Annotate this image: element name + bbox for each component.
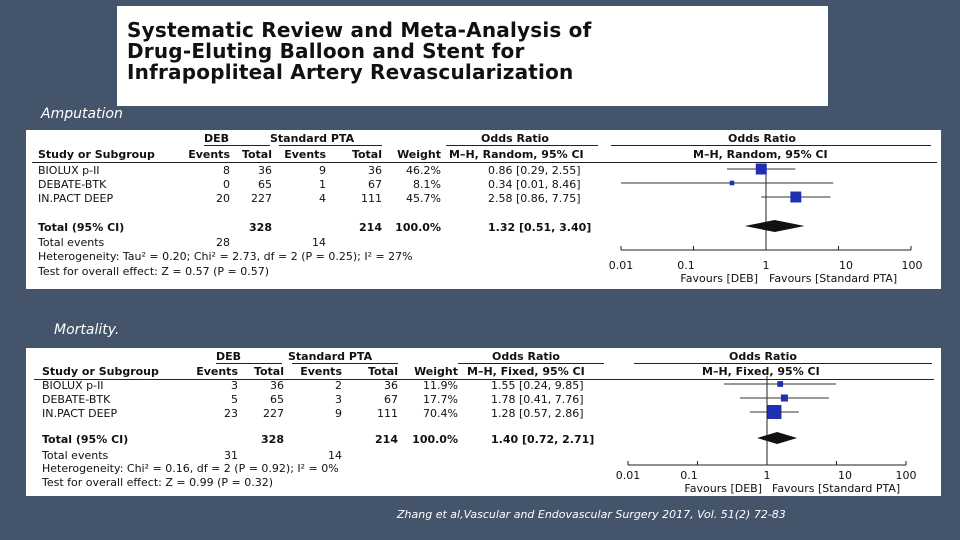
favours-left: Favours [DEB]: [684, 482, 762, 495]
total-2: 36: [384, 379, 398, 392]
col-events-2: Events: [300, 365, 342, 378]
events-1: 3: [231, 379, 238, 392]
study-name: BIOLUX p-II: [38, 164, 100, 177]
total-1: 227: [251, 192, 272, 205]
total-1: 227: [263, 407, 284, 420]
title-line-3: Infrapopliteal Artery Revascularization: [127, 60, 574, 84]
weight: 11.9%: [423, 379, 458, 392]
pooled-diamond: [757, 432, 797, 444]
events-sum-1: 28: [216, 236, 230, 249]
total-weight: 100.0%: [412, 433, 458, 446]
weight: 46.2%: [406, 164, 441, 177]
col-total-1: Total: [241, 148, 272, 161]
col-or-plot-method: M–H, Random, 95% CI: [693, 148, 828, 161]
axis-tick-label: 10: [838, 469, 852, 482]
favours-left: Favours [DEB]: [680, 272, 758, 285]
total-2: 67: [368, 178, 382, 191]
citation: Zhang et al,Vascular and Endovascular Surgery 2017, Vol. 51(2) 72-83: [397, 508, 786, 521]
group2-header: Standard PTA: [270, 132, 355, 145]
study-marker: [730, 181, 735, 186]
axis-tick-label: 1: [762, 259, 770, 272]
axis-tick-label: 10: [839, 259, 853, 272]
total-label: Total (95% CI): [38, 221, 125, 234]
events-1: 5: [231, 393, 238, 406]
events-1: 8: [223, 164, 230, 177]
events-2: 9: [319, 164, 326, 177]
odds-ratio-ci: 1.28 [0.57, 2.86]: [491, 407, 584, 420]
study-marker: [756, 164, 767, 175]
total-1: 36: [258, 164, 272, 177]
total-weight: 100.0%: [395, 221, 441, 234]
total-label: Total (95% CI): [42, 433, 129, 446]
axis-tick-label: 100: [901, 259, 923, 272]
study-marker: [777, 381, 783, 387]
total-sum-2: 214: [359, 221, 382, 234]
study-name: BIOLUX p-II: [42, 379, 104, 392]
total-2: 36: [368, 164, 382, 177]
total-2: 67: [384, 393, 398, 406]
axis-tick-label: 0.01: [615, 469, 641, 482]
events-label: Total events: [38, 236, 105, 249]
col-weight: Weight: [397, 148, 441, 161]
col-or-method: M–H, Fixed, 95% CI: [467, 365, 585, 378]
study-marker: [790, 192, 801, 203]
col-total-1: Total: [253, 365, 284, 378]
odds-ratio-ci: 2.58 [0.86, 7.75]: [488, 192, 581, 205]
heterogeneity: Heterogeneity: Tau² = 0.20; Chi² = 2.73, df = 2 (P = 0.25); I² = 27%: [38, 250, 413, 263]
weight: 70.4%: [423, 407, 458, 420]
or-header: Odds Ratio: [492, 350, 560, 363]
total-sum-1: 328: [261, 433, 284, 446]
title-line-2: Drug-Eluting Balloon and Stent for: [127, 39, 525, 63]
overall-effect: Test for overall effect: Z = 0.99 (P = 0.32): [42, 476, 273, 489]
odds-ratio-ci: 0.34 [0.01, 8.46]: [488, 178, 581, 191]
col-events-1: Events: [188, 148, 230, 161]
odds-ratio-ci: 1.55 [0.24, 9.85]: [491, 379, 584, 392]
favours-right: Favours [Standard PTA]: [772, 482, 901, 495]
section-label-amputation: Amputation: [41, 106, 123, 122]
weight: 45.7%: [406, 192, 441, 205]
events-2: 4: [319, 192, 326, 205]
total-1: 65: [258, 178, 272, 191]
weight: 17.7%: [423, 393, 458, 406]
study-name: IN.PACT DEEP: [42, 407, 118, 420]
heterogeneity: Heterogeneity: Chi² = 0.16, df = 2 (P = 0.92); I² = 0%: [42, 462, 339, 475]
group1-header: DEB: [216, 350, 242, 363]
events-2: 1: [319, 178, 326, 191]
events-2: 9: [335, 407, 342, 420]
events-sum-2: 14: [312, 236, 326, 249]
total-1: 65: [270, 393, 284, 406]
events-1: 0: [223, 178, 230, 191]
col-weight: Weight: [414, 365, 458, 378]
events-1: 23: [224, 407, 238, 420]
events-sum-2: 14: [328, 449, 342, 462]
study-name: IN.PACT DEEP: [38, 192, 114, 205]
events-label: Total events: [42, 449, 109, 462]
axis-tick-label: 0.1: [677, 259, 695, 272]
forest-plot-graphic: [26, 130, 941, 289]
study-marker: [767, 405, 781, 419]
events-sum-1: 31: [224, 449, 238, 462]
total-2: 111: [377, 407, 398, 420]
group1-header: DEB: [204, 132, 230, 145]
study-name: DEBATE-BTK: [38, 178, 107, 191]
total-ci: 1.32 [0.51, 3.40]: [488, 221, 592, 234]
axis-tick-label: 0.1: [680, 469, 698, 482]
col-total-2: Total: [351, 148, 382, 161]
col-total-2: Total: [367, 365, 398, 378]
title-line-1: Systematic Review and Meta-Analysis of: [127, 18, 592, 42]
total-ci: 1.40 [0.72, 2.71]: [491, 433, 595, 446]
col-study: Study or Subgroup: [38, 148, 155, 161]
events-2: 3: [335, 393, 342, 406]
events-2: 2: [335, 379, 342, 392]
forest-plot-mortality: [26, 348, 941, 496]
odds-ratio-ci: 0.86 [0.29, 2.55]: [488, 164, 581, 177]
col-events-1: Events: [196, 365, 238, 378]
section-label-mortality: Mortality.: [54, 322, 120, 338]
odds-ratio-ci: 1.78 [0.41, 7.76]: [491, 393, 584, 406]
total-2: 111: [361, 192, 382, 205]
col-or-method: M–H, Random, 95% CI: [449, 148, 584, 161]
total-1: 36: [270, 379, 284, 392]
weight: 8.1%: [413, 178, 441, 191]
overall-effect: Test for overall effect: Z = 0.57 (P = 0.57): [38, 265, 269, 278]
total-sum-2: 214: [375, 433, 398, 446]
axis-tick-label: 100: [895, 469, 917, 482]
axis-tick-label: 1: [763, 469, 771, 482]
or-header: Odds Ratio: [481, 132, 549, 145]
study-marker: [781, 394, 788, 401]
forest-plot-amputation: [26, 130, 941, 289]
title-box: [117, 6, 828, 106]
or-plot-header: Odds Ratio: [729, 350, 797, 363]
favours-right: Favours [Standard PTA]: [769, 272, 898, 285]
total-sum-1: 328: [249, 221, 272, 234]
col-events-2: Events: [284, 148, 326, 161]
events-1: 20: [216, 192, 230, 205]
forest-plot-graphic: [26, 348, 941, 496]
col-study: Study or Subgroup: [42, 365, 159, 378]
group2-header: Standard PTA: [288, 350, 373, 363]
or-plot-header: Odds Ratio: [728, 132, 796, 145]
axis-tick-label: 0.01: [608, 259, 634, 272]
study-name: DEBATE-BTK: [42, 393, 111, 406]
pooled-diamond: [745, 220, 805, 232]
col-or-plot-method: M–H, Fixed, 95% CI: [702, 365, 820, 378]
